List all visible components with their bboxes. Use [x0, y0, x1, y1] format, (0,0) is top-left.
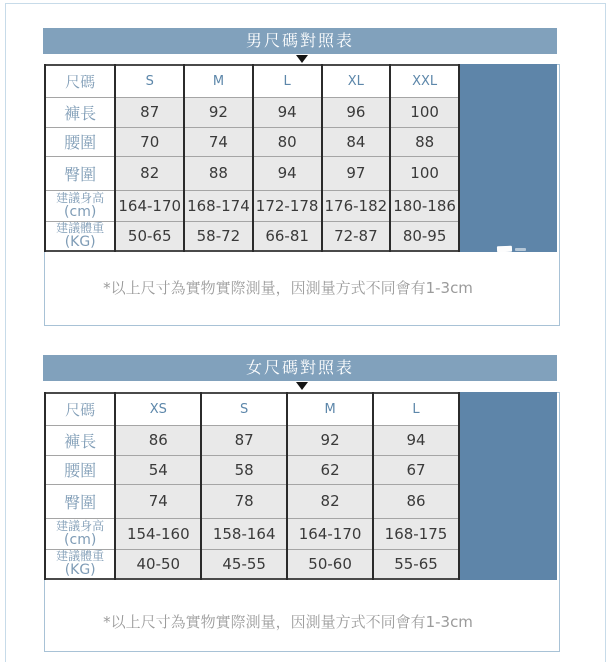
value-cell: 74: [184, 127, 253, 156]
size-column-header: S: [115, 65, 184, 97]
value-cell: 94: [253, 156, 322, 190]
value-cell: 100: [390, 156, 459, 190]
table-row: [45, 190, 459, 221]
value-cell: 158-164: [201, 518, 287, 549]
table-row: [45, 549, 459, 579]
value-cell: 87: [201, 425, 287, 455]
size-column-header: M: [287, 393, 373, 425]
size-column-header: XL: [322, 65, 391, 97]
table-header-row: [45, 65, 459, 97]
row-label: 腰圍: [45, 127, 115, 156]
men-table-title: 男尺碼對照表: [245, 31, 354, 50]
women-side-color-block: [460, 392, 557, 580]
value-cell: 164-170: [287, 518, 373, 549]
women-table-title: 女尺碼對照表: [245, 358, 354, 377]
value-cell: 62: [287, 455, 373, 484]
table-row: [45, 221, 459, 251]
row-label-text: 建議體重: [56, 220, 105, 235]
value-cell: 96: [322, 97, 391, 127]
value-cell: 86: [115, 425, 201, 455]
row-label-text: 建議身高: [56, 518, 105, 533]
size-table-women: [44, 392, 460, 580]
row-label-unit: (cm): [64, 531, 97, 548]
men-table-title-bar: [43, 28, 557, 54]
row-label-text: 建議體重: [56, 548, 105, 563]
value-cell: 168-175: [373, 518, 459, 549]
row-label: 臀圍: [45, 156, 115, 190]
table-header-row: [45, 393, 459, 425]
size-column-header: L: [253, 65, 322, 97]
value-cell: 40-50: [115, 549, 201, 579]
value-cell: 45-55: [201, 549, 287, 579]
row-label: 臀圍: [45, 484, 115, 518]
value-cell: 82: [287, 484, 373, 518]
row-label-unit: (KG): [64, 233, 96, 250]
table-row: [45, 455, 459, 484]
table-row: [45, 484, 459, 518]
men-measure-note: *以上尺寸為實物實際測量，因測量方式不同會有1-3cm: [103, 279, 473, 297]
value-cell: 100: [390, 97, 459, 127]
size-label-cell: 尺碼: [45, 393, 115, 425]
value-cell: 87: [115, 97, 184, 127]
size-column-header: M: [184, 65, 253, 97]
table-row: [45, 425, 459, 455]
women-size-panel: [44, 392, 560, 652]
size-column-header: L: [373, 393, 459, 425]
women-table-title-bar: [43, 355, 557, 381]
row-label: 褲長: [45, 97, 115, 127]
value-cell: 74: [115, 484, 201, 518]
value-cell: 80-95: [390, 221, 459, 251]
value-cell: 88: [390, 127, 459, 156]
table-row: [45, 156, 459, 190]
table-row: [45, 518, 459, 549]
value-cell: 58-72: [184, 221, 253, 251]
value-cell: 176-182: [322, 190, 391, 221]
down-arrow-icon: [296, 382, 308, 390]
value-cell: 172-178: [253, 190, 322, 221]
value-cell: 168-174: [184, 190, 253, 221]
value-cell: 50-60: [287, 549, 373, 579]
value-cell: 86: [373, 484, 459, 518]
value-cell: 94: [373, 425, 459, 455]
row-label-unit: (cm): [64, 203, 97, 220]
women-measure-note: *以上尺寸為實物實際測量，因測量方式不同會有1-3cm: [103, 613, 473, 631]
value-cell: 154-160: [115, 518, 201, 549]
value-cell: 180-186: [390, 190, 459, 221]
value-cell: 55-65: [373, 549, 459, 579]
value-cell: 92: [287, 425, 373, 455]
value-cell: 58: [201, 455, 287, 484]
value-cell: 84: [322, 127, 391, 156]
value-cell: 80: [253, 127, 322, 156]
row-label-unit: (KG): [64, 561, 96, 578]
value-cell: 97: [322, 156, 391, 190]
row-label-text: 建議身高: [56, 190, 105, 205]
value-cell: 88: [184, 156, 253, 190]
size-table-men: [44, 64, 460, 252]
size-column-header: XS: [115, 393, 201, 425]
row-label: [45, 549, 115, 579]
men-side-color-block: [460, 64, 557, 252]
value-cell: 78: [201, 484, 287, 518]
table-row: [45, 97, 459, 127]
value-cell: 94: [253, 97, 322, 127]
row-label: 腰圍: [45, 455, 115, 484]
value-cell: 92: [184, 97, 253, 127]
watermark-remnant: [497, 245, 512, 252]
men-table-zone: [44, 64, 559, 252]
value-cell: 66-81: [253, 221, 322, 251]
size-column-header: XXL: [390, 65, 459, 97]
men-size-panel: [44, 64, 560, 326]
row-label: 褲長: [45, 425, 115, 455]
value-cell: 54: [115, 455, 201, 484]
table-row: [45, 127, 459, 156]
row-label: [45, 518, 115, 549]
down-arrow-icon: [296, 55, 308, 63]
size-label-cell: 尺碼: [45, 65, 115, 97]
row-label: [45, 221, 115, 251]
value-cell: 164-170: [115, 190, 184, 221]
watermark-remnant: [515, 248, 526, 251]
value-cell: 67: [373, 455, 459, 484]
row-label: [45, 190, 115, 221]
value-cell: 72-87: [322, 221, 391, 251]
value-cell: 70: [115, 127, 184, 156]
value-cell: 50-65: [115, 221, 184, 251]
value-cell: 82: [115, 156, 184, 190]
size-column-header: S: [201, 393, 287, 425]
women-table-zone: [44, 392, 559, 580]
